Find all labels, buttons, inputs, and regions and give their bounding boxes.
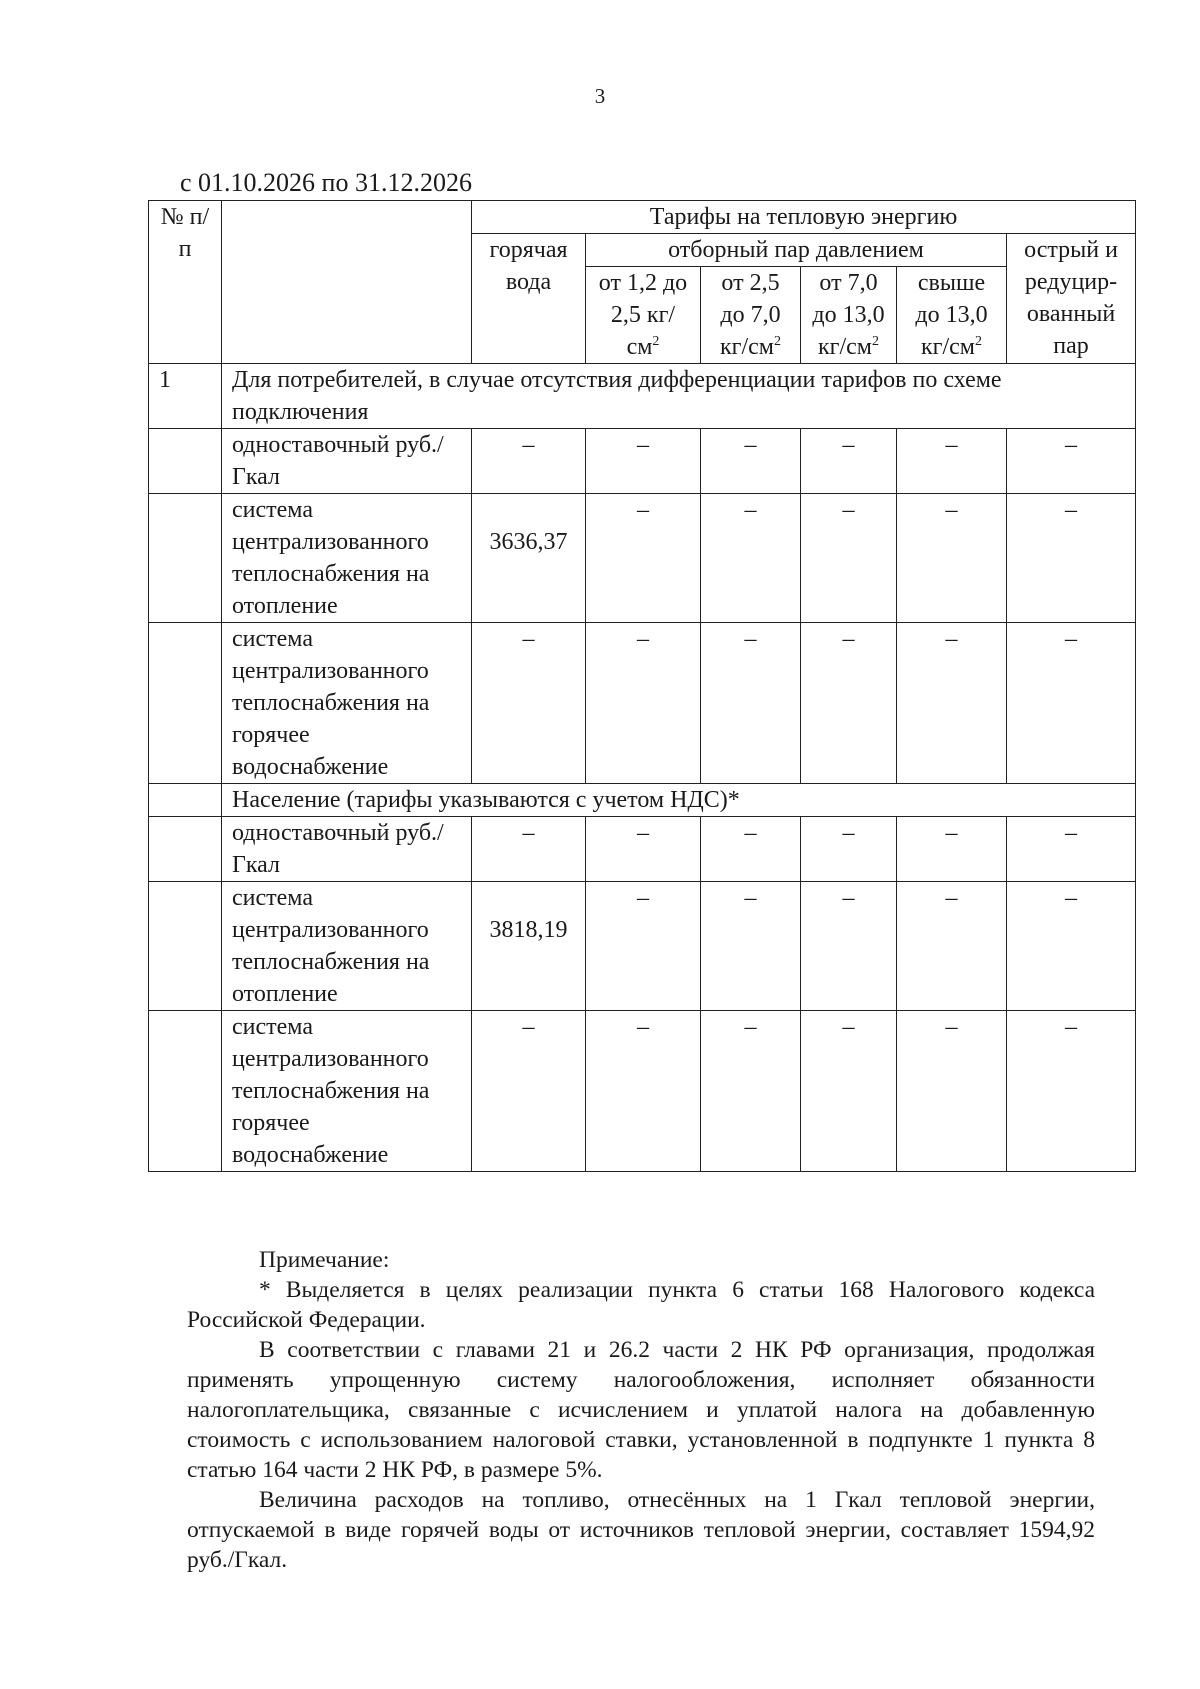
header-hot-water: горячая вода <box>472 234 586 364</box>
cell-value: – <box>801 1011 897 1172</box>
cell-value: – <box>1007 882 1136 1011</box>
cell-value: – <box>897 817 1007 882</box>
cell-value: – <box>586 623 701 784</box>
cell-value: – <box>472 429 586 494</box>
cell-value: – <box>1007 429 1136 494</box>
cell-value: – <box>472 1011 586 1172</box>
period-heading: с 01.10.2026 по 31.12.2026 <box>180 168 472 197</box>
cell-value: – <box>801 623 897 784</box>
cell-value: – <box>801 494 897 623</box>
cell-value: – <box>897 882 1007 1011</box>
row-label: система централизованного теплоснабжения на отопление <box>222 494 472 623</box>
header-empty <box>222 201 472 364</box>
cell-value: – <box>586 817 701 882</box>
notes-title: Примечание: <box>259 1247 390 1273</box>
cell-value: – <box>1007 494 1136 623</box>
cell-value: – <box>1007 1011 1136 1172</box>
row-label: система централизованного теплоснабжения на горячее водоснабжение <box>222 623 472 784</box>
header-num: № п/п <box>149 201 222 364</box>
note-paragraph: * Выделяется в целях реализации пункта 6 статьи 168 Налогового кодекса Российской Федерации. <box>187 1277 1095 1333</box>
cell-value: – <box>801 817 897 882</box>
note-paragraph: В соответствии с главами 21 и 26.2 части 2 НК РФ организация, продолжая применять упрощенную систему налогообложения, исполняет обязанности налогоплательщика, связанные с исчислением и уплатой налога на добавленную стоимость с использованием налоговой ставки, установленной в подпункте 1 пункта 8 статью 164 части 2 НК РФ, в размере 5%. <box>187 1337 1095 1483</box>
page-number: 3 <box>594 84 606 108</box>
table-row <box>149 817 1136 882</box>
cell-value: – <box>897 1011 1007 1172</box>
row-label: система централизованного теплоснабжения на отопление <box>222 882 472 1011</box>
header-tariffs-title: Тарифы на тепловую энергию <box>472 201 1136 234</box>
tariff-table <box>148 200 1136 1172</box>
cell-value: – <box>701 1011 801 1172</box>
cell-value: – <box>801 429 897 494</box>
cell-value: – <box>472 623 586 784</box>
header-sharp-steam: острый и редуцир-ованный пар <box>1007 234 1136 364</box>
cell-value: 3818,19 <box>472 882 586 1011</box>
cell-value: – <box>701 882 801 1011</box>
header-pressure-3: от 7,0 до 13,0 $кг/см^2$ <box>801 267 897 364</box>
cell-value: – <box>801 882 897 1011</box>
table-row <box>149 1011 1136 1172</box>
notes-section <box>187 1245 1095 1575</box>
row-label: одноставочный руб./Гкал <box>222 817 472 882</box>
header-extraction-steam: отборный пар давлением <box>586 234 1007 267</box>
header-pressure-1: от 1,2 до 2,5 $кг/см^2$ <box>586 267 701 364</box>
cell-value: – <box>1007 817 1136 882</box>
cell-value: – <box>897 429 1007 494</box>
row-label: одноставочный руб./Гкал <box>222 429 472 494</box>
cell-value: – <box>701 623 801 784</box>
section2-title: Население (тарифы указываются с учетом НДС)* <box>222 784 1136 817</box>
cell-value: – <box>586 494 701 623</box>
cell-value: – <box>897 494 1007 623</box>
cell-value: – <box>586 1011 701 1172</box>
cell-value: – <box>701 817 801 882</box>
table-row <box>149 623 1136 784</box>
cell-value: – <box>701 429 801 494</box>
cell-value: – <box>1007 623 1136 784</box>
section1-title: Для потребителей, в случае отсутствия дифференциации тарифов по схеме подключения <box>222 364 1136 429</box>
cell-value: – <box>586 882 701 1011</box>
row-label: система централизованного теплоснабжения на горячее водоснабжение <box>222 1011 472 1172</box>
cell-value: – <box>472 817 586 882</box>
table-row <box>149 882 1136 1011</box>
cell-value: – <box>701 494 801 623</box>
cell-value: 3636,37 <box>472 494 586 623</box>
table-row <box>149 429 1136 494</box>
cell-value: – <box>897 623 1007 784</box>
note-paragraph: Величина расходов на топливо, отнесённых на 1 Гкал тепловой энергии, отпускаемой в виде горячей воды от источников тепловой энергии, составляет 1594,92 руб./Гкал. <box>187 1487 1095 1573</box>
cell-value: – <box>586 429 701 494</box>
header-pressure-2: от 2,5 до 7,0 $кг/см^2$ <box>701 267 801 364</box>
header-pressure-4: свыше до 13,0 $кг/см^2$ <box>897 267 1007 364</box>
section1-number: 1 <box>149 364 222 429</box>
table-row <box>149 494 1136 623</box>
